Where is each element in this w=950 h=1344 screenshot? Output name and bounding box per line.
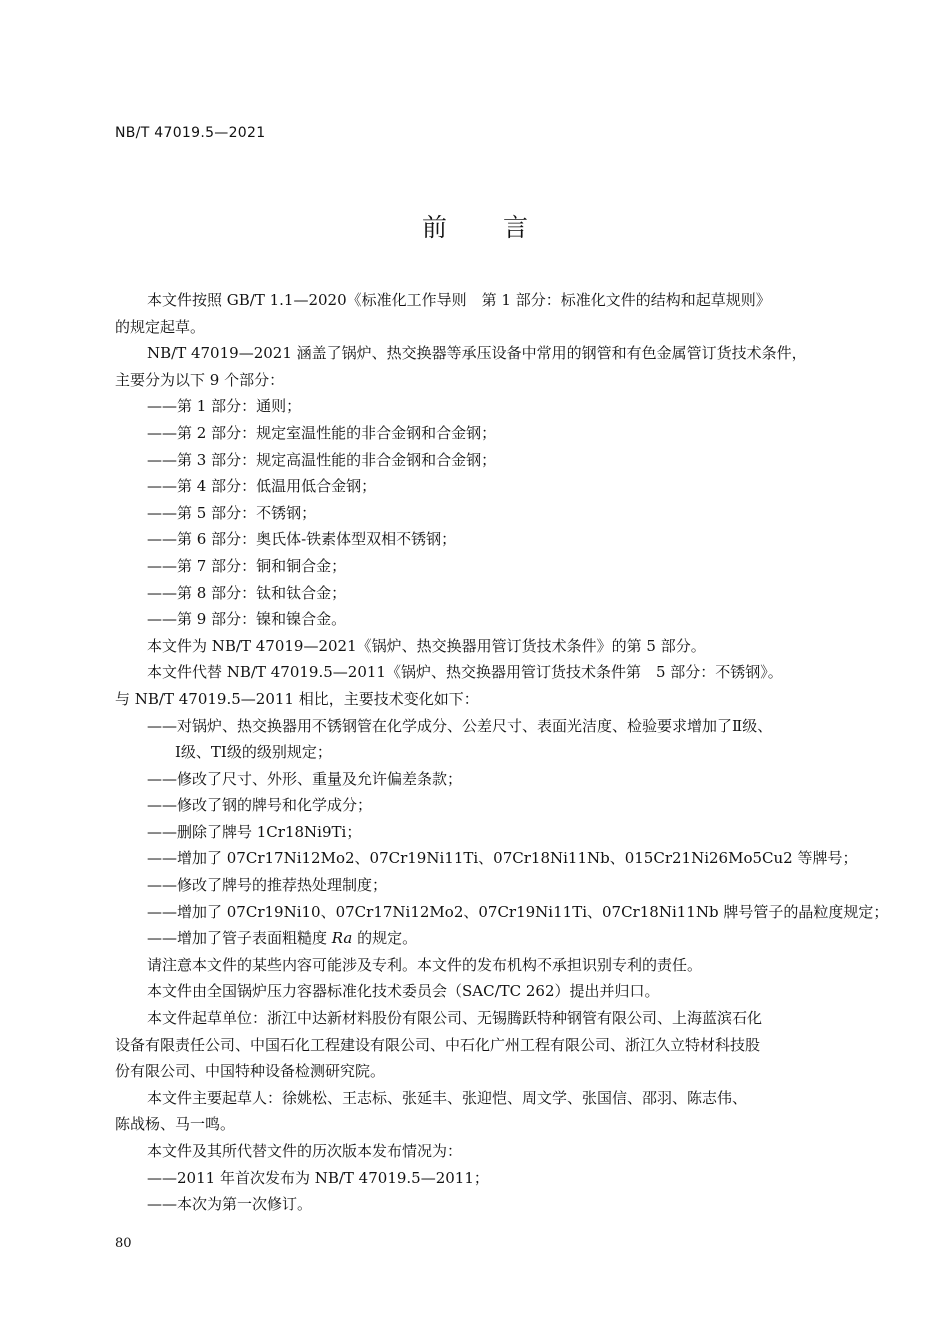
list-item: ——增加了 07Cr19Ni10、07Cr17Ni12Mo2、07Cr19Ni11Ti、07Cr18Ni11Nb 牌号管子的晶粒度规定； [147,902,889,921]
list-item [115,925,860,952]
paragraph-line: 的规定起草。 [115,317,206,336]
list-item: ——第 2 部分：规定室温性能的非合金钢和合金钢； [147,423,497,442]
paragraph-line: 份有限公司、中国特种设备检测研究院。 [115,1062,386,1081]
paragraph-line: 与 NB/T 47019.5—2011 相比，主要技术变化如下： [115,689,479,708]
title-char-1: 前 [421,213,447,242]
paragraph-line: 本文件代替 NB/T 47019.5—2011《锅炉、热交换器用管订货技术条件第 5 部分：不锈钢》。 [147,663,783,682]
list-item: ——本次为第一次修订。 [147,1195,313,1214]
list-item: ——第 5 部分：不锈钢； [147,503,317,522]
list-item: ——修改了尺寸、外形、重量及允许偏差条款； [147,769,463,788]
list-item: ——第 1 部分：通则； [147,397,302,416]
list-item-continuation: Ⅰ级、TⅠ级的级别规定； [175,743,332,762]
list-item: ——第 3 部分：规定高温性能的非合金钢和合金钢； [147,450,497,469]
list-item: ——第 9 部分：镍和镍合金。 [147,610,347,629]
paragraph-line: 本文件及其所代替文件的历次版本发布情况为： [147,1142,463,1160]
list-item: ——修改了牌号的推荐热处理制度； [147,876,388,895]
list-item: ——删除了牌号 1Cr18Ni9Ti； [147,822,362,841]
paragraph-line: 请注意本文件的某些内容可能涉及专利。本文件的发布机构不承担识别专利的责任。 [147,955,703,974]
paragraph-line: NB/T 47019—2021 涵盖了锅炉、热交换器等承压设备中常用的钢管和有色金属管订货技术条件， [147,344,807,363]
document-code: NB/T 47019.5—2021 [115,125,266,141]
list-item-text: 的规定。 [352,929,418,948]
list-item: ——第 4 部分：低温用低合金钢； [147,477,377,496]
paragraph-line: 本文件由全国锅炉压力容器标准化技术委员会（SAC/TC 262）提出并归口。 [147,982,660,1001]
list-item: ——增加了 07Cr17Ni12Mo2、07Cr19Ni11Ti、07Cr18Ni11Nb、015Cr21Ni26Mo5Cu2 等牌号； [147,849,858,868]
paragraph-line: 本文件起草单位：浙江中达新材料股份有限公司、无锡腾跃特种钢管有限公司、上海蓝滨石化 [147,1009,763,1028]
list-item: ——第 8 部分：钛和钛合金； [147,583,347,602]
page-number: 80 [115,1236,132,1251]
foreword-body [115,287,889,1218]
paragraph-line: 主要分为以下 9 个部分： [115,370,285,389]
list-item: ——2011 年首次发布为 NB/T 47019.5—2011； [147,1168,489,1187]
list-item: ——修改了钢的牌号和化学成分； [147,796,373,815]
list-item-text: ——增加了管子表面粗糙度 [147,929,332,948]
list-item: ——第 6 部分：奥氏体-铁素体型双相不锈钢； [147,530,457,549]
paragraph-line: 设备有限责任公司、中国石化工程建设有限公司、中石化广州工程有限公司、浙江久立特材科技股 [115,1035,761,1054]
roughness-symbol: Ra [331,929,353,948]
page-title [0,208,950,244]
list-item: ——第 7 部分：铜和铜合金； [147,556,347,575]
paragraph-line: 陈战杨、马一鸣。 [115,1115,236,1134]
title-char-2: 言 [503,213,529,242]
paragraph-line: 本文件为 NB/T 47019—2021《锅炉、热交换器用管订货技术条件》的第 5 部分。 [147,636,706,655]
paragraph-line: 本文件按照 GB/T 1.1—2020《标准化工作导则 第 1 部分：标准化文件的结构和起草规则》 [147,291,771,309]
paragraph-line: 本文件主要起草人：徐姚松、王志标、张延丰、张迎恺、周文学、张国信、邵羽、陈志伟、 [147,1088,748,1107]
list-item: ——对锅炉、热交换器用不锈钢管在化学成分、公差尺寸、表面光洁度、检验要求增加了Ⅱ级、 [147,716,773,735]
